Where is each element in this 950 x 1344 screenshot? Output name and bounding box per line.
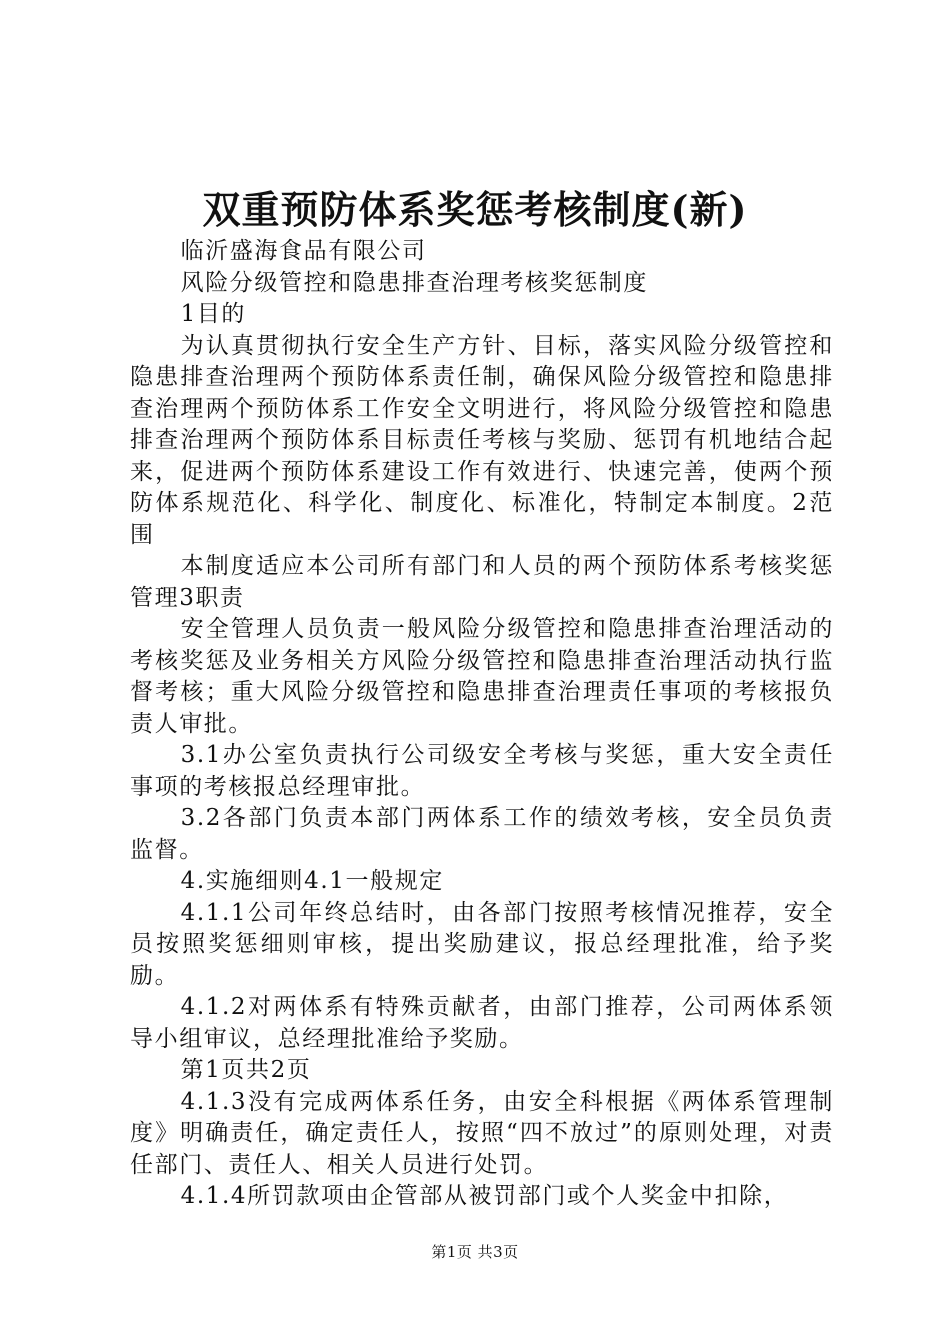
section-heading-purpose: 1目的	[180, 301, 247, 327]
inline-page-marker: 第1页共2页	[180, 1057, 312, 1083]
paragraph: 安全管理人员负责一般风险分级管控和隐患排查治理活动的考核奖惩及业务相关方风险分级管控和隐患排查治理活动执行监督考核；重大风险分级管控和隐患排查治理责任事项的考核报负责人审批。	[130, 616, 834, 737]
company-name: 临沂盛海食品有限公司	[180, 238, 427, 264]
document-title: 双重预防体系奖惩考核制度(新)	[202, 187, 748, 232]
document-body	[130, 236, 834, 1213]
paragraph: 4.1.1公司年终总结时，由各部门按照考核情况推荐，安全员按照奖惩细则审核，提出奖励建议，报总经理批准，给予奖励。	[130, 899, 834, 989]
paragraph: 本制度适应本公司所有部门和人员的两个预防体系考核奖惩管理3职责	[130, 553, 834, 611]
page-footer: 第1页 共3页	[431, 1243, 519, 1261]
paragraph: 3.1办公室负责执行公司级安全考核与奖惩，重大安全责任事项的考核报总经理审批。	[130, 742, 834, 800]
paragraph: 3.2各部门负责本部门两体系工作的绩效考核，安全员负责监督。	[130, 805, 834, 863]
subtitle: 风险分级管控和隐患排查治理考核奖惩制度	[180, 269, 648, 296]
paragraph: 4.1.4所罚款项由企管部从被罚部门或个人奖金中扣除，	[180, 1183, 789, 1209]
paragraph: 4.1.3没有完成两体系任务，由安全科根据《两体系管理制度》明确责任，确定责任人，按照“四不放过”的原则处理，对责任部门、责任人、相关人员进行处罚。	[130, 1088, 834, 1178]
paragraph: 4.1.2对两体系有特殊贡献者，由部门推荐，公司两体系领导小组审议，总经理批准给予奖励。	[130, 994, 834, 1052]
section-heading-rules: 4.实施细则4.1一般规定	[180, 868, 444, 894]
paragraph: 为认真贯彻执行安全生产方针、目标，落实风险分级管控和隐患排查治理两个预防体系责任制，确保风险分级管控和隐患排查治理两个预防体系工作安全文明进行，将风险分级管控和隐患排查治理两个预防体系目标责任考核与奖励、惩罚有机地结合起来，促进两个预防体系建设工作有效进行、快速完善，使两个预防体系规范化、科学化、制度化、标准化，特制定本制度。2范围	[130, 332, 834, 548]
